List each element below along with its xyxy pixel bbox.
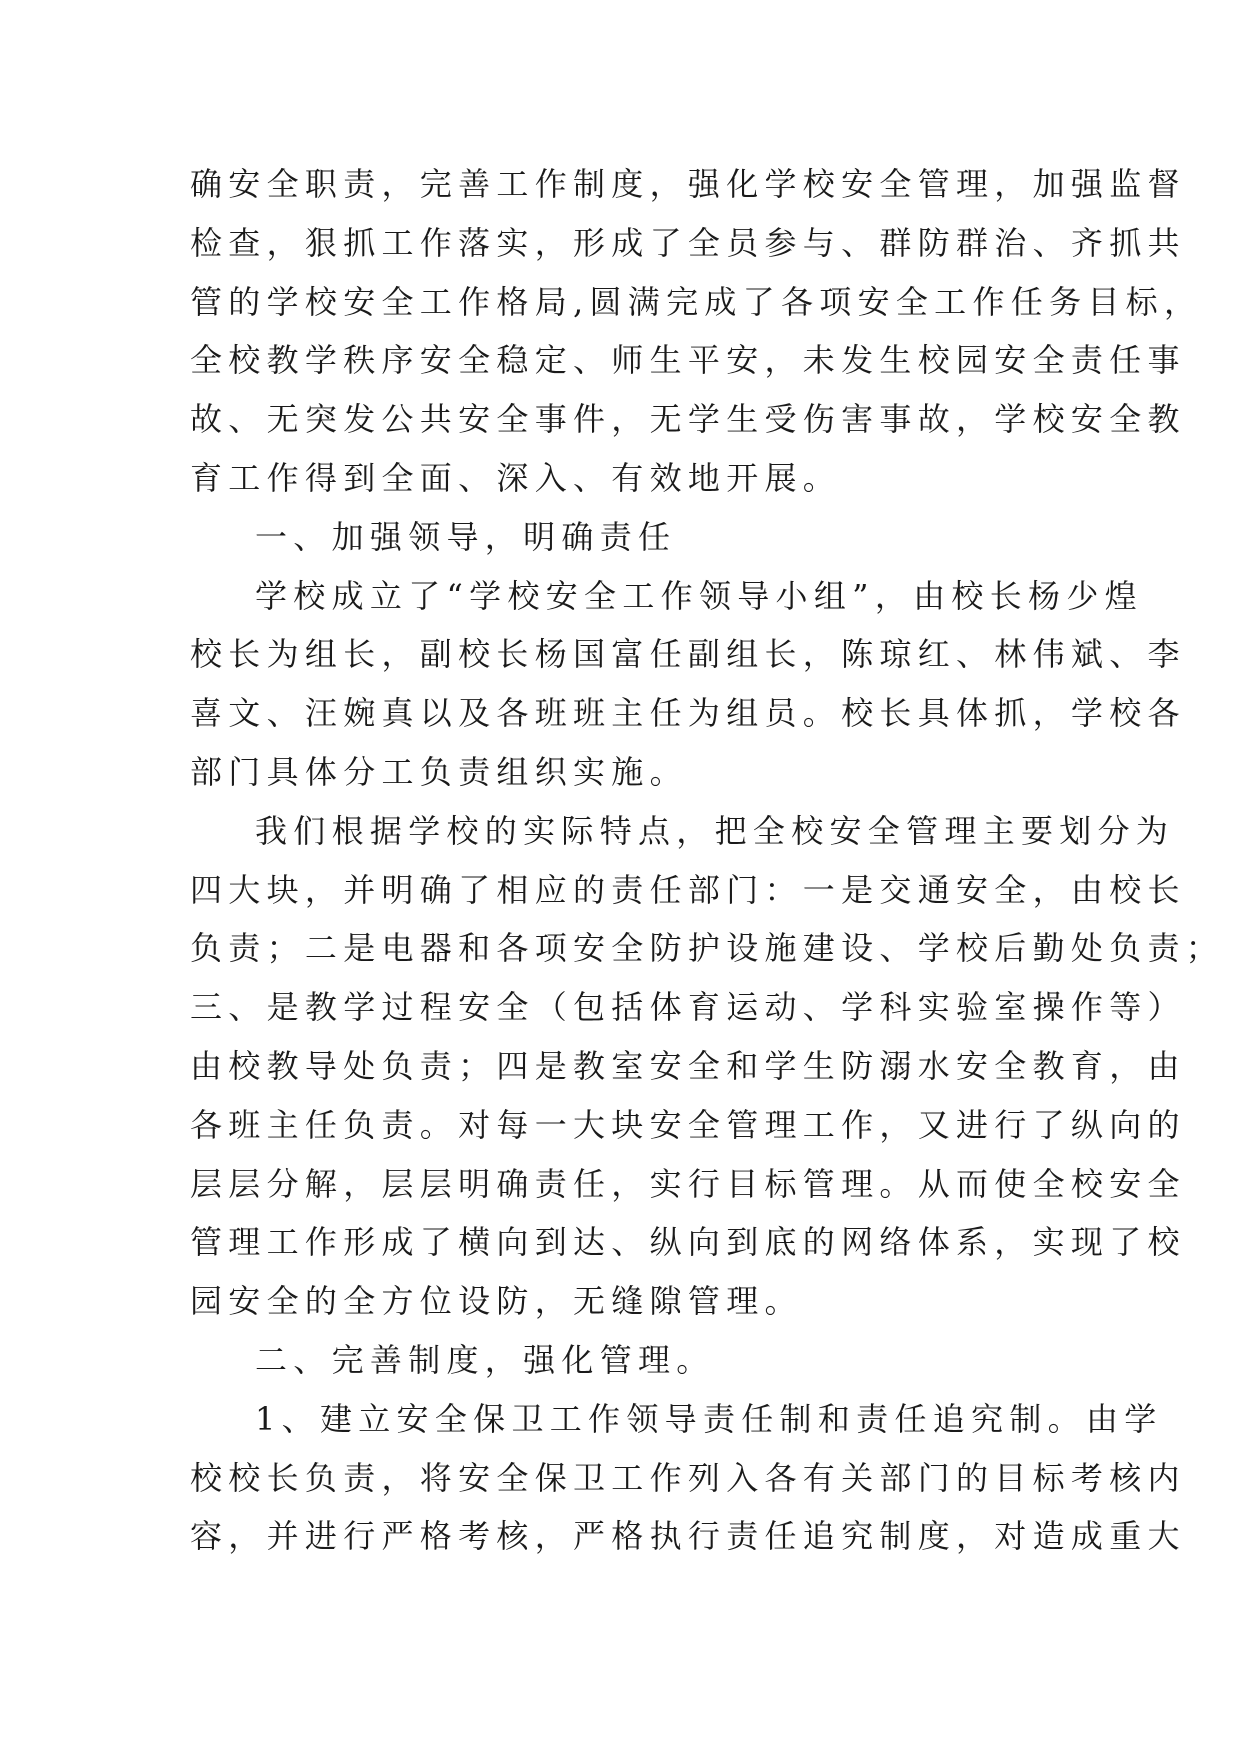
text-line: 管理工作形成了横向到达、纵向到底的网络体系，实现了校 xyxy=(190,1223,1186,1262)
text-line: 层层分解，层层明确责任，实行目标管理。从而使全校安全 xyxy=(190,1164,1186,1203)
text-line: 我们根据学校的实际特点，把全校安全管理主要划分为 xyxy=(255,811,1175,850)
text-line: 检查，狠抓工作落实，形成了全员参与、群防群治、齐抓共 xyxy=(190,223,1186,262)
text-line: 1、建立安全保卫工作领导责任制和责任追究制。由学 xyxy=(255,1399,1163,1438)
text-line: 学校成立了“学校安全工作领导小组”，由校长杨少煌 xyxy=(255,576,1143,615)
text-line: 全校教学秩序安全稳定、师生平安，未发生校园安全责任事 xyxy=(190,341,1186,380)
text-line: 二、完善制度，强化管理。 xyxy=(255,1340,715,1379)
text-line: 校长为组长，副校长杨国富任副组长，陈琼红、林伟斌、李 xyxy=(190,635,1186,674)
text-line: 园安全的全方位设防，无缝隙管理。 xyxy=(190,1282,803,1321)
text-line: 三、是教学过程安全（包括体育运动、学科实验室操作等） xyxy=(190,988,1186,1027)
text-line: 故、无突发公共安全事件，无学生受伤害事故，学校安全教 xyxy=(190,400,1186,439)
text-line: 育工作得到全面、深入、有效地开展。 xyxy=(190,458,842,497)
body-text xyxy=(190,155,1225,1566)
text-line: 校校长负责，将安全保卫工作列入各有关部门的目标考核内 xyxy=(190,1458,1186,1497)
text-line: 各班主任负责。对每一大块安全管理工作，又进行了纵向的 xyxy=(190,1105,1186,1144)
text-line: 由校教导处负责；四是教室安全和学生防溺水安全教育，由 xyxy=(190,1046,1186,1085)
text-line: 一、加强领导，明确责任 xyxy=(255,517,677,556)
text-line: 容，并进行严格考核，严格执行责任追究制度，对造成重大 xyxy=(190,1517,1186,1556)
text-line: 确安全职责，完善工作制度，强化学校安全管理，加强监督 xyxy=(190,165,1186,203)
text-line: 四大块，并明确了相应的责任部门：一是交通安全，由校长 xyxy=(190,870,1186,909)
text-line: 部门具体分工负责组织实施。 xyxy=(190,752,688,791)
text-line: 负责；二是电器和各项安全防护设施建设、学校后勤处负责； xyxy=(190,929,1225,968)
text-line: 管的学校安全工作格局,圆满完成了各项安全工作任务目标， xyxy=(190,282,1203,321)
text-line: 喜文、汪婉真以及各班班主任为组员。校长具体抓，学校各 xyxy=(190,694,1186,733)
